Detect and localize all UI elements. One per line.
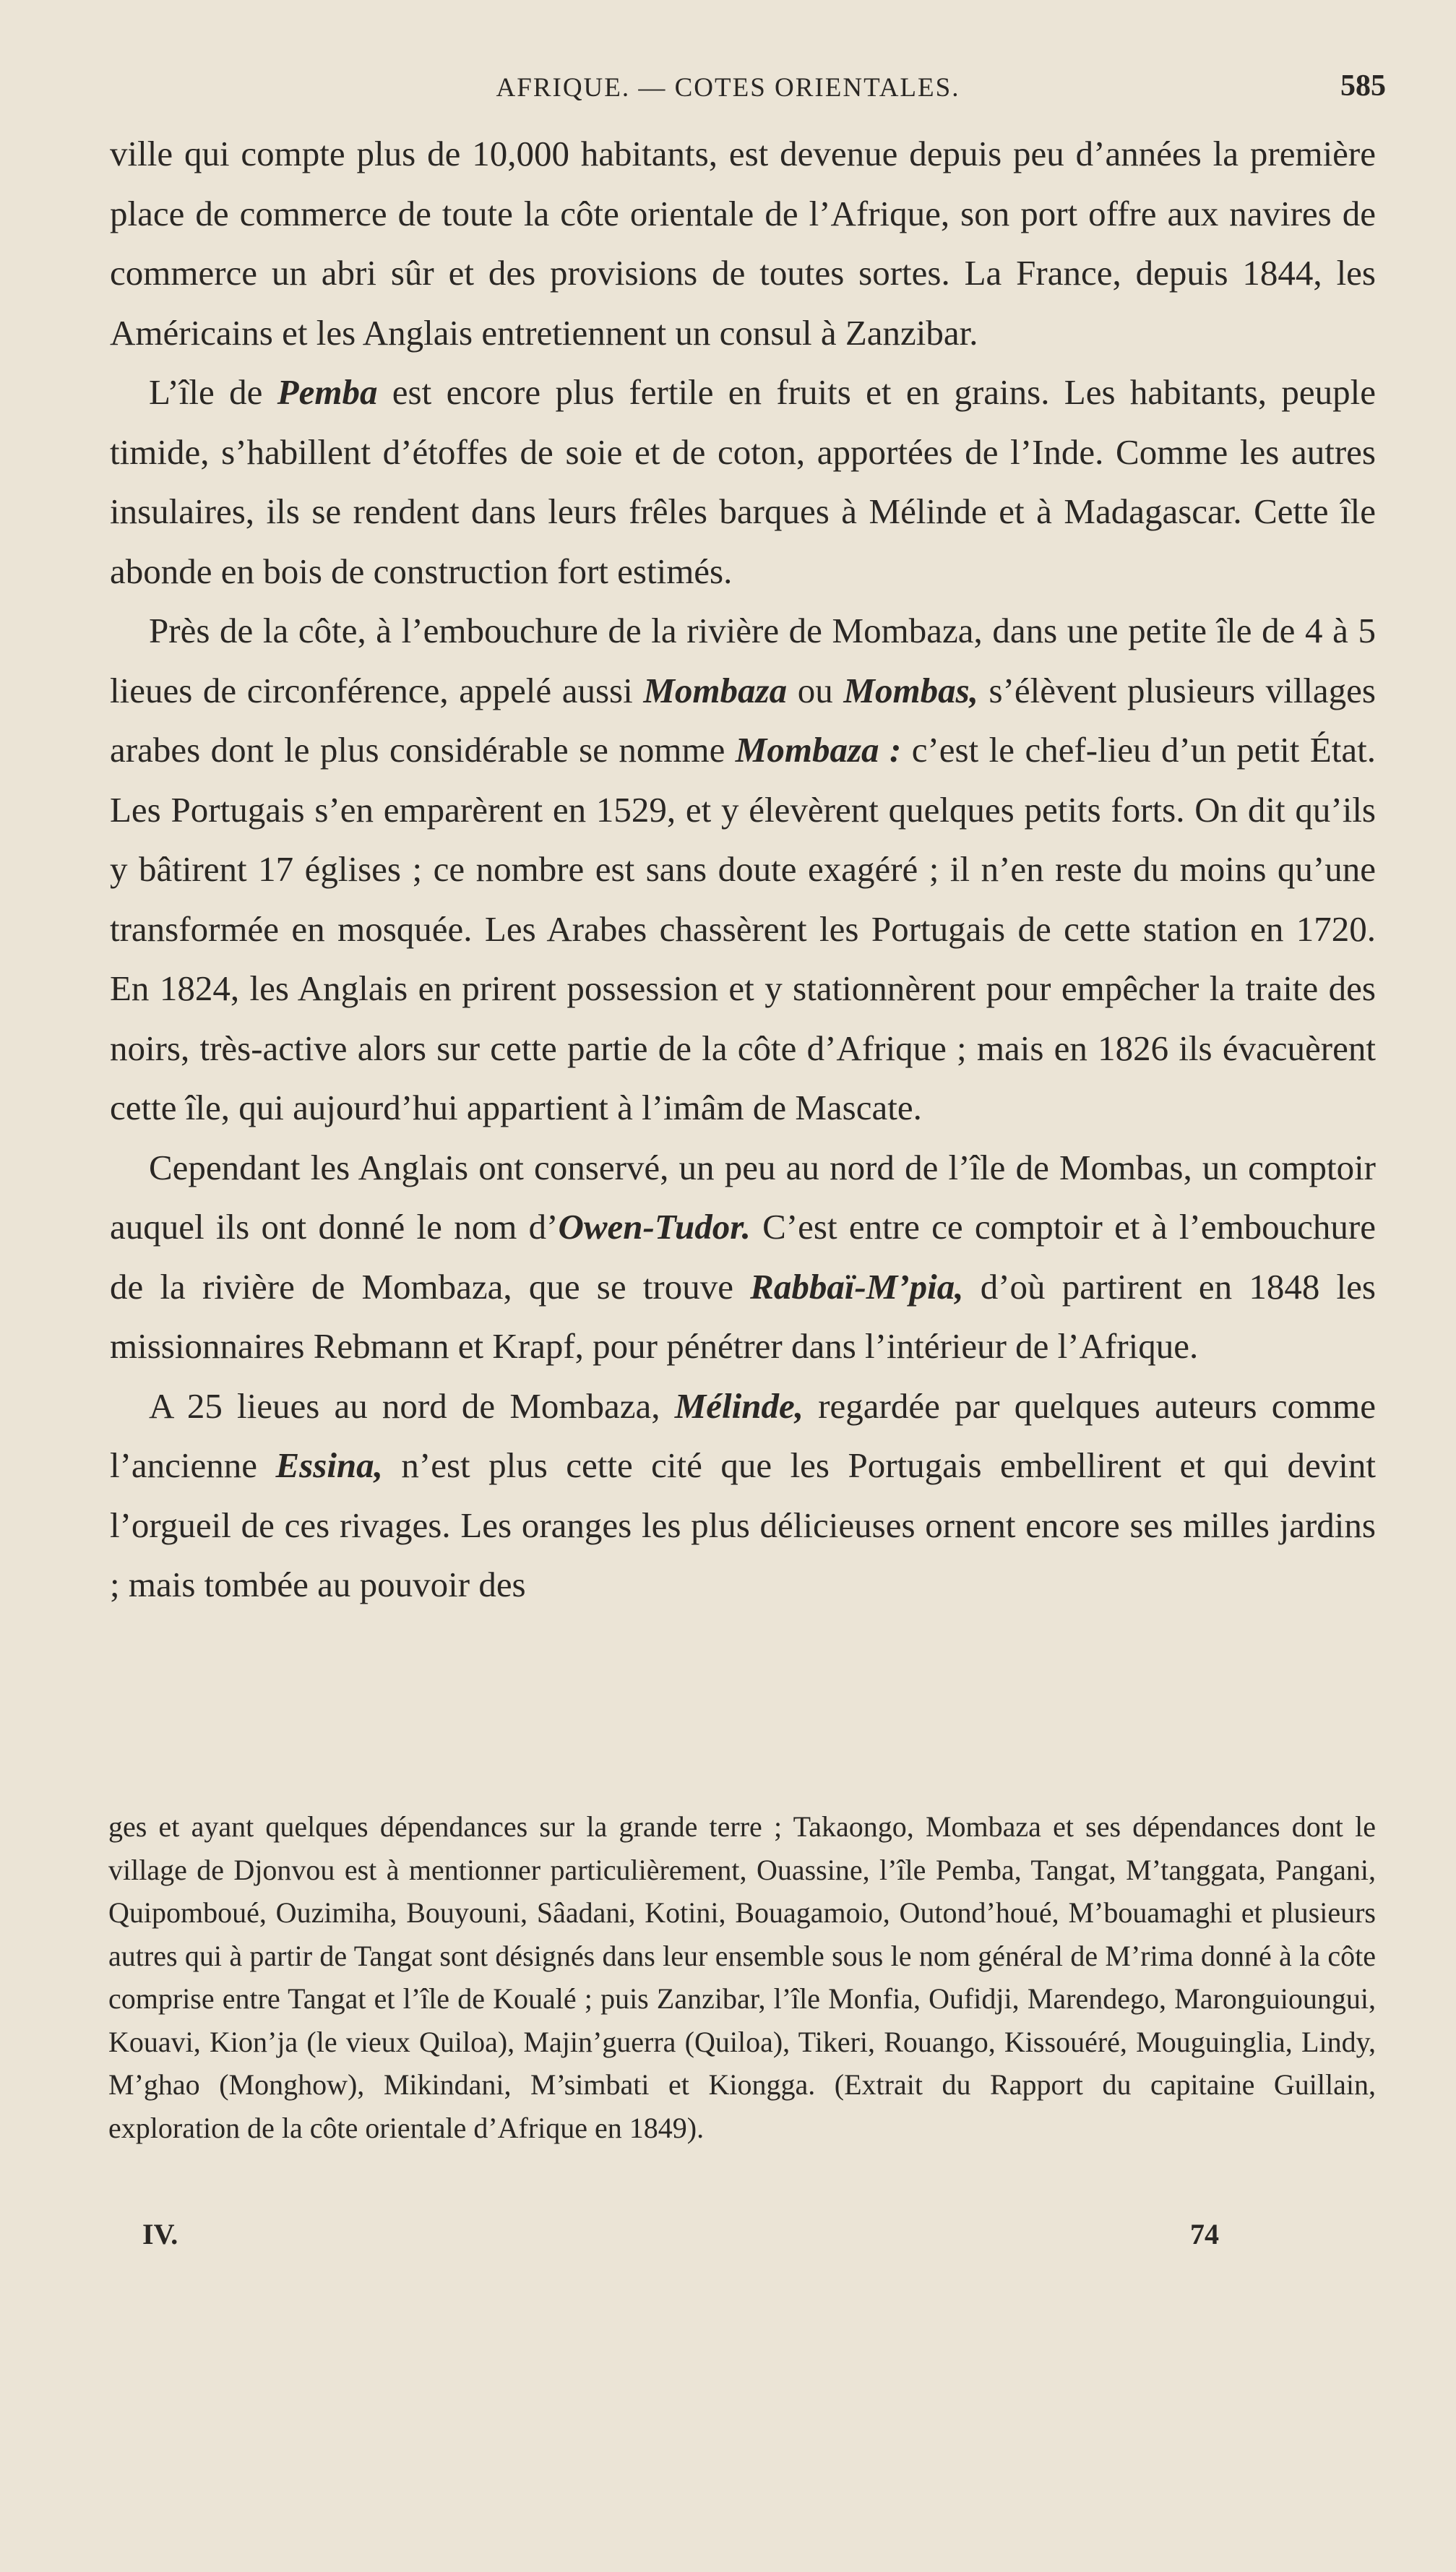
italic-term: Mélinde, bbox=[674, 1385, 804, 1426]
paragraph bbox=[110, 124, 1376, 363]
text-run: A 25 lieues au nord de Mombaza, bbox=[149, 1385, 675, 1426]
text-run: C’est entre ce comptoir et à l’embouchure de la rivière de Mombaza, que se trouve bbox=[110, 1207, 1376, 1307]
footnote-text: ges et ayant quelques dépendances sur la grande terre ; Takaongo, Mombaza et ses dépendances dont le village de Djonvou est à mentionner particulièrement, Ouassine, l’île Pemba, Tangat, M’tanggata, Pangani, Quipomboué, Ouzimiha, Bouyouni, Sâadani, Kotini, Bouagamoio, Outond’houé, M’bouamaghi et plusieurs autres qui à partir de Tangat sont désignés dans leur ensemble sous le nom général de M’rima donné à la côte comprise entre Tangat et l’île de Koualé ; puis Zanzibar, l’île Monfia, Oufidji, Marendego, Maronguioungui, Kouavi, Kion’ja (le vieux Quiloa), Majin’guerra (Quiloa), Tikeri, Rouango, Kissouéré, Mouguinglia, Lindy, M’ghao (Monghow), Mikindani, M’simbati et Kiongga. (Extrait du Rapport du capitaine Guillain, exploration de la côte orientale d’Afrique en 1849). bbox=[108, 1810, 1376, 2144]
paragraph bbox=[110, 1138, 1376, 1377]
italic-term: Essina, bbox=[275, 1445, 383, 1485]
paragraph bbox=[110, 601, 1376, 1138]
italic-term: Mombaza bbox=[643, 670, 788, 710]
text-run: ville qui compte plus de 10,000 habitants, est devenue depuis peu d’années la première place de commerce de toute la côte orientale de l’Afrique, son port offre aux navires de commerce un abri sûr et des provisions de toutes sortes. La France, depuis 1844, les Américains et les Anglais entretiennent un consul à Zanzibar. bbox=[110, 134, 1376, 353]
body-text bbox=[110, 124, 1376, 1615]
text-run: c’est le chef-lieu d’un petit État. Les Portugais s’en emparèrent en 1529, et y élevèrent quelques petits forts. On dit qu’ils y bâtirent 17 églises ; ce nombre est sans doute exagéré ; il n’en reste du moins qu’une transformée en mosquée. Les Arabes chassèrent les Portugais de cette station en 1720. En 1824, les Anglais en prirent possession et y stationnèrent pour empêcher la traite des noirs, très-active alors sur cette partie de la côte d’Afrique ; mais en 1826 ils évacuèrent cette île, qui aujourd’hui appartient à l’imâm de Mascate. bbox=[110, 730, 1376, 1127]
italic-term: Owen-Tudor. bbox=[558, 1207, 751, 1247]
page-number: 585 bbox=[1340, 69, 1386, 103]
italic-term: Mombaza : bbox=[735, 730, 902, 770]
italic-term: Rabbaï-M’pia, bbox=[750, 1266, 964, 1307]
footnote bbox=[108, 1805, 1376, 2149]
text-run: s’élèvent plusieurs villages arabes dont le plus considérable se nomme bbox=[110, 670, 1376, 770]
signature-mark: IV. bbox=[142, 2218, 178, 2250]
text-run: Près de la côte, à l’embouchure de la rivière de Mombaza, dans une petite île de 4 à 5 lieues de circonférence, appelé aussi bbox=[110, 611, 1376, 710]
text-run: ou bbox=[787, 670, 844, 710]
paragraph bbox=[110, 1377, 1376, 1615]
italic-term: Mombas, bbox=[843, 670, 978, 710]
text-run: est encore plus fertile en fruits et en grains. Les habitants, peuple timide, s’habillent d’étoffes de soie et de coton, apportées de l’Inde. Comme les autres insulaires, ils se rendent dans leurs frêles barques à Mélinde et à Madagascar. Cette île abonde en bois de construction fort estimés. bbox=[110, 372, 1376, 591]
paragraph bbox=[110, 363, 1376, 601]
text-run: regardée par quelques auteurs comme l’ancienne bbox=[110, 1385, 1376, 1485]
italic-term: Pemba bbox=[277, 372, 378, 412]
text-run: n’est plus cette cité que les Portugais embellirent et qui devint l’orgueil de ces rivages. Les oranges les plus délicieuses ornent encore ses milles jardins ; mais tombée au pouvoir des bbox=[110, 1445, 1376, 1604]
text-run: Cependant les Anglais ont conservé, un peu au nord de l’île de Mombas, un comptoir auquel ils ont donné le nom d’ bbox=[110, 1147, 1376, 1247]
text-run: L’île de bbox=[149, 372, 277, 412]
folio-number: 74 bbox=[1190, 2218, 1219, 2250]
running-title: AFRIQUE. — COTES ORIENTALES. bbox=[496, 73, 960, 103]
text-run: d’où partirent en 1848 les missionnaires Rebmann et Krapf, pour pénétrer dans l’intérieur de l’Afrique. bbox=[110, 1266, 1376, 1366]
